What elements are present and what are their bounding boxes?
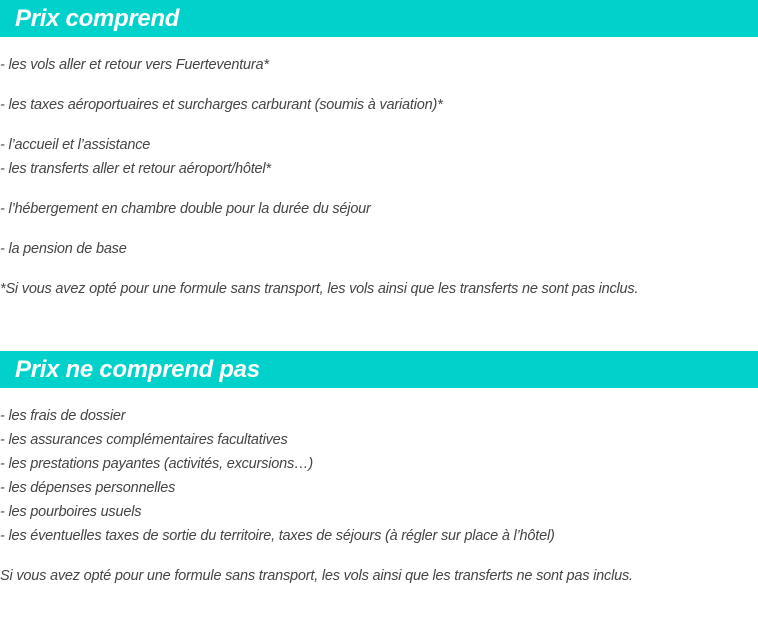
included-section-title: Prix comprend	[15, 5, 180, 32]
included-item: - l’accueil et l’assistance	[0, 137, 151, 153]
included-item: - les vols aller et retour vers Fuerteventura*	[0, 57, 269, 73]
included-note: *Si vous avez opté pour une formule sans transport, les vols ainsi que les transferts ne sont pas inclus.	[0, 281, 639, 297]
included-item: - l’hébergement en chambre double pour la durée du séjour	[0, 201, 371, 217]
excluded-item: - les frais de dossier	[0, 408, 126, 424]
included-item: - la pension de base	[0, 241, 127, 257]
excluded-item: - les assurances complémentaires facultatives	[0, 432, 288, 448]
included-item: - les transferts aller et retour aéroport/hôtel*	[0, 161, 271, 177]
excluded-header-band	[0, 351, 758, 388]
included-header-band	[0, 0, 758, 37]
excluded-note: Si vous avez opté pour une formule sans transport, les vols ainsi que les transferts ne sont pas inclus.	[0, 568, 633, 584]
excluded-item: - les dépenses personnelles	[0, 480, 176, 496]
included-item: - les taxes aéroportuaires et surcharges carburant (soumis à variation)*	[0, 97, 443, 113]
excluded-item: - les prestations payantes (activités, excursions…)	[0, 456, 313, 472]
excluded-item: - les pourboires usuels	[0, 504, 142, 520]
excluded-section-title: Prix ne comprend pas	[15, 356, 260, 383]
excluded-item: - les éventuelles taxes de sortie du territoire, taxes de séjours (à régler sur place à l’hôtel)	[0, 528, 555, 544]
